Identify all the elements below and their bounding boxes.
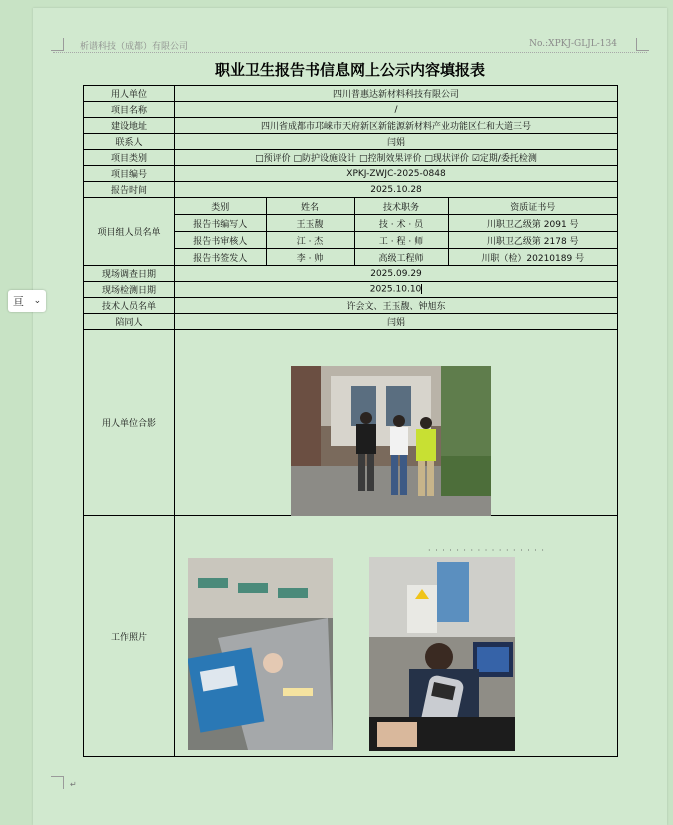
paragraph-mark: ↵ bbox=[70, 780, 77, 789]
project-name-label: 项目名称 bbox=[84, 102, 175, 118]
team-title[interactable]: 工 · 程 · 师 bbox=[354, 232, 448, 249]
row-category bbox=[84, 150, 618, 166]
row-employer bbox=[84, 86, 618, 102]
survey-date-label: 现场调查日期 bbox=[84, 266, 175, 282]
tech-staff-value[interactable]: 许会文、王玉馥、钟旭东 bbox=[175, 298, 618, 314]
team-role[interactable]: 报告书审核人 bbox=[175, 232, 266, 249]
team-role[interactable]: 报告书编写人 bbox=[175, 215, 266, 232]
row-contact bbox=[84, 134, 618, 150]
project-no-value[interactable]: XPKJ-ZWJC-2025-0848 bbox=[175, 166, 618, 182]
category-option-design[interactable]: □防护设施设计 bbox=[293, 154, 357, 164]
team-header-title: 技术职务 bbox=[354, 198, 448, 215]
contact-value[interactable]: 闫娟 bbox=[175, 134, 618, 150]
row-tech-staff bbox=[84, 298, 618, 314]
category-option-pre[interactable]: □预评价 bbox=[255, 154, 291, 164]
header-doc-number: No.:XPKJ-GLJL-134 bbox=[529, 39, 617, 49]
work-photo-image-2[interactable] bbox=[369, 557, 515, 751]
category-option-control[interactable]: □控制效果评价 bbox=[358, 154, 422, 164]
escort-value[interactable]: 闫娟 bbox=[175, 314, 618, 330]
margin-corner-bl bbox=[51, 776, 64, 789]
document-title: 职业卫生报告书信息网上公示内容填报表 bbox=[214, 61, 485, 79]
team-header-name: 姓名 bbox=[266, 198, 354, 215]
project-no-label: 项目编号 bbox=[84, 166, 175, 182]
detect-date-label: 现场检测日期 bbox=[84, 282, 175, 298]
team-header-cert: 资质证书号 bbox=[448, 198, 617, 215]
report-time-label: 报告时间 bbox=[84, 182, 175, 198]
margin-corner-tl bbox=[51, 38, 64, 51]
work-photo-label: 工作照片 bbox=[84, 516, 175, 757]
team-cert[interactable]: 川职卫乙级第 2091 号 bbox=[448, 215, 617, 232]
tech-staff-label: 技术人员名单 bbox=[84, 298, 175, 314]
detect-date-value[interactable]: 2025.10.10 bbox=[175, 282, 618, 298]
category-option-status[interactable]: □现状评价 bbox=[424, 154, 469, 164]
employer-value[interactable]: 四川普惠达新材料科技有限公司 bbox=[175, 86, 618, 102]
work-photo-image-1[interactable] bbox=[188, 558, 333, 750]
row-project-no bbox=[84, 166, 618, 182]
team-name[interactable]: 李 · 帅 bbox=[266, 249, 354, 266]
team-name[interactable]: 江 · 杰 bbox=[266, 232, 354, 249]
team-row bbox=[175, 249, 617, 266]
team-cert[interactable]: 川职（检）20210189 号 bbox=[481, 253, 585, 264]
margin-corner-tr bbox=[636, 38, 649, 51]
row-project-name bbox=[84, 102, 618, 118]
text-cursor bbox=[421, 284, 422, 294]
header-divider bbox=[53, 52, 647, 53]
team-cert[interactable]: 川职卫乙级第 2178 号 bbox=[448, 232, 617, 249]
floating-toolbar[interactable] bbox=[8, 290, 46, 312]
row-report-time bbox=[84, 182, 618, 198]
team-header-row bbox=[175, 198, 617, 215]
employer-label: 用人单位 bbox=[84, 86, 175, 102]
team-title[interactable]: 技 · 术 · 员 bbox=[354, 215, 448, 232]
team-header-category: 类别 bbox=[175, 198, 266, 215]
row-detect-date bbox=[84, 282, 618, 298]
report-time-value[interactable]: 2025.10.28 bbox=[175, 182, 618, 198]
team-table bbox=[175, 198, 617, 265]
address-label: 建设地址 bbox=[84, 118, 175, 134]
document-page bbox=[33, 8, 667, 825]
contact-label: 联系人 bbox=[84, 134, 175, 150]
team-role[interactable]: 报告书签发人 bbox=[175, 249, 266, 266]
project-name-value[interactable]: / bbox=[175, 102, 618, 118]
row-escort bbox=[84, 314, 618, 330]
row-survey-date bbox=[84, 266, 618, 282]
dot-leader: · · · · · · · · · · · · · · · · · bbox=[428, 546, 545, 555]
team-name[interactable]: 王玉馥 bbox=[266, 215, 354, 232]
chevron-down-icon[interactable]: ⌄ bbox=[33, 296, 42, 306]
survey-date-value[interactable]: 2025.09.29 bbox=[175, 266, 618, 282]
escort-label: 陪同人 bbox=[84, 314, 175, 330]
layout-icon[interactable]: 亘 bbox=[12, 295, 24, 308]
team-label: 项目组人员名单 bbox=[84, 198, 175, 266]
row-address bbox=[84, 118, 618, 134]
group-photo-image[interactable] bbox=[291, 366, 491, 516]
category-option-periodic[interactable]: ☑定期/委托检测 bbox=[471, 154, 537, 164]
category-options[interactable] bbox=[175, 150, 618, 166]
team-row bbox=[175, 232, 617, 249]
team-title[interactable]: 高级工程师 bbox=[354, 249, 448, 266]
header-company: 析谱科技（成都）有限公司 bbox=[80, 42, 189, 52]
team-row bbox=[175, 215, 617, 232]
group-photo-label: 用人单位合影 bbox=[84, 330, 175, 516]
team-cell bbox=[175, 198, 618, 266]
category-label: 项目类别 bbox=[84, 150, 175, 166]
address-value[interactable]: 四川省成都市邛崃市天府新区新能源新材料产业功能区仁和大道三号 bbox=[175, 118, 618, 134]
row-team bbox=[84, 198, 618, 266]
